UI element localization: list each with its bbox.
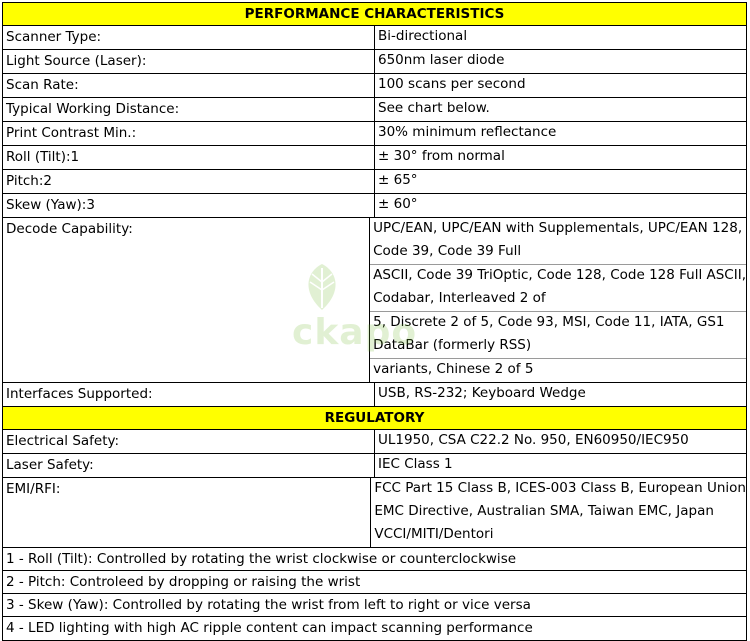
spec-value: ± 65° bbox=[378, 172, 418, 188]
spec-label: Electrical Safety: bbox=[3, 430, 375, 453]
spec-label: Skew (Yaw):3 bbox=[3, 194, 375, 217]
spec-row bbox=[3, 430, 746, 454]
footnote: 1 - Roll (Tilt): Controlled by rotating the wrist clockwise or counterclockwise bbox=[3, 548, 746, 571]
spec-value: UPC/EAN, UPC/EAN with Supplementals, UPC/EAN 128, bbox=[373, 220, 743, 236]
footnote: 2 - Pitch: Controleed by dropping or raising the wrist bbox=[3, 571, 746, 594]
spec-label: Print Contrast Min.: bbox=[3, 122, 375, 145]
spec-label: Scanner Type: bbox=[3, 26, 375, 49]
spec-value: 650nm laser diode bbox=[378, 52, 505, 68]
spec-value: ± 30° from normal bbox=[378, 148, 505, 164]
spec-row bbox=[3, 50, 746, 74]
spec-value: 30% minimum reflectance bbox=[378, 124, 557, 140]
spec-value: See chart below. bbox=[378, 100, 490, 116]
spec-label: Typical Working Distance: bbox=[3, 98, 375, 121]
spec-value: USB, RS-232; Keyboard Wedge bbox=[378, 385, 586, 401]
spec-label: Interfaces Supported: bbox=[3, 383, 375, 406]
spec-row bbox=[3, 454, 746, 478]
spec-label: Pitch:2 bbox=[3, 170, 375, 193]
spec-row bbox=[3, 170, 746, 194]
spec-row bbox=[3, 26, 746, 50]
spec-value: ± 60° bbox=[378, 196, 418, 212]
spec-label: EMI/RFI: bbox=[3, 478, 371, 547]
regulatory-heading: REGULATORY bbox=[3, 407, 746, 430]
spec-row bbox=[3, 74, 746, 98]
spec-label: Roll (Tilt):1 bbox=[3, 146, 375, 169]
spec-row bbox=[3, 383, 746, 407]
spec-label: Decode Capability: bbox=[3, 218, 370, 382]
spec-table bbox=[2, 2, 747, 641]
spec-label: Laser Safety: bbox=[3, 454, 375, 477]
footnote: 3 - Skew (Yaw): Controlled by rotating the wrist from left to right or vice versa bbox=[3, 594, 746, 617]
spec-value: Bi-directional bbox=[378, 28, 468, 44]
watermark-text: ckapo bbox=[292, 312, 418, 353]
spec-row bbox=[3, 478, 746, 548]
spec-row-decode bbox=[3, 218, 746, 383]
notes-section bbox=[3, 548, 746, 640]
spec-row bbox=[3, 122, 746, 146]
footnote: 4 - LED lighting with high AC ripple content can impact scanning performance bbox=[6, 620, 533, 636]
spec-value: Code 39, Code 39 Full bbox=[373, 243, 522, 259]
spec-label: Light Source (Laser): bbox=[3, 50, 375, 73]
spec-label: Scan Rate: bbox=[3, 74, 375, 97]
spec-row bbox=[3, 146, 746, 170]
spec-value: 5, Discrete 2 of 5, Code 93, MSI, Code 11, IATA, GS1 bbox=[370, 311, 746, 335]
spec-value: VCCI/MITI/Dentori bbox=[374, 526, 494, 542]
spec-value: IEC Class 1 bbox=[378, 456, 453, 472]
spec-value: DataBar (formerly RSS) bbox=[373, 337, 532, 353]
spec-value: EMC Directive, Australian SMA, Taiwan EMC, Japan bbox=[374, 503, 714, 519]
spec-value: UL1950, CSA C22.2 No. 950, EN60950/IEC950 bbox=[378, 432, 689, 448]
spec-value: Codabar, Interleaved 2 of bbox=[373, 290, 546, 306]
spec-value: variants, Chinese 2 of 5 bbox=[370, 358, 746, 382]
spec-row bbox=[3, 194, 746, 218]
spec-row bbox=[3, 98, 746, 122]
performance-heading: PERFORMANCE CHARACTERISTICS bbox=[3, 3, 746, 26]
spec-value: 100 scans per second bbox=[378, 76, 526, 92]
spec-value: FCC Part 15 Class B, ICES-003 Class B, European Union bbox=[374, 480, 746, 496]
spec-value: ASCII, Code 39 TriOptic, Code 128, Code 128 Full ASCII, bbox=[370, 264, 746, 288]
